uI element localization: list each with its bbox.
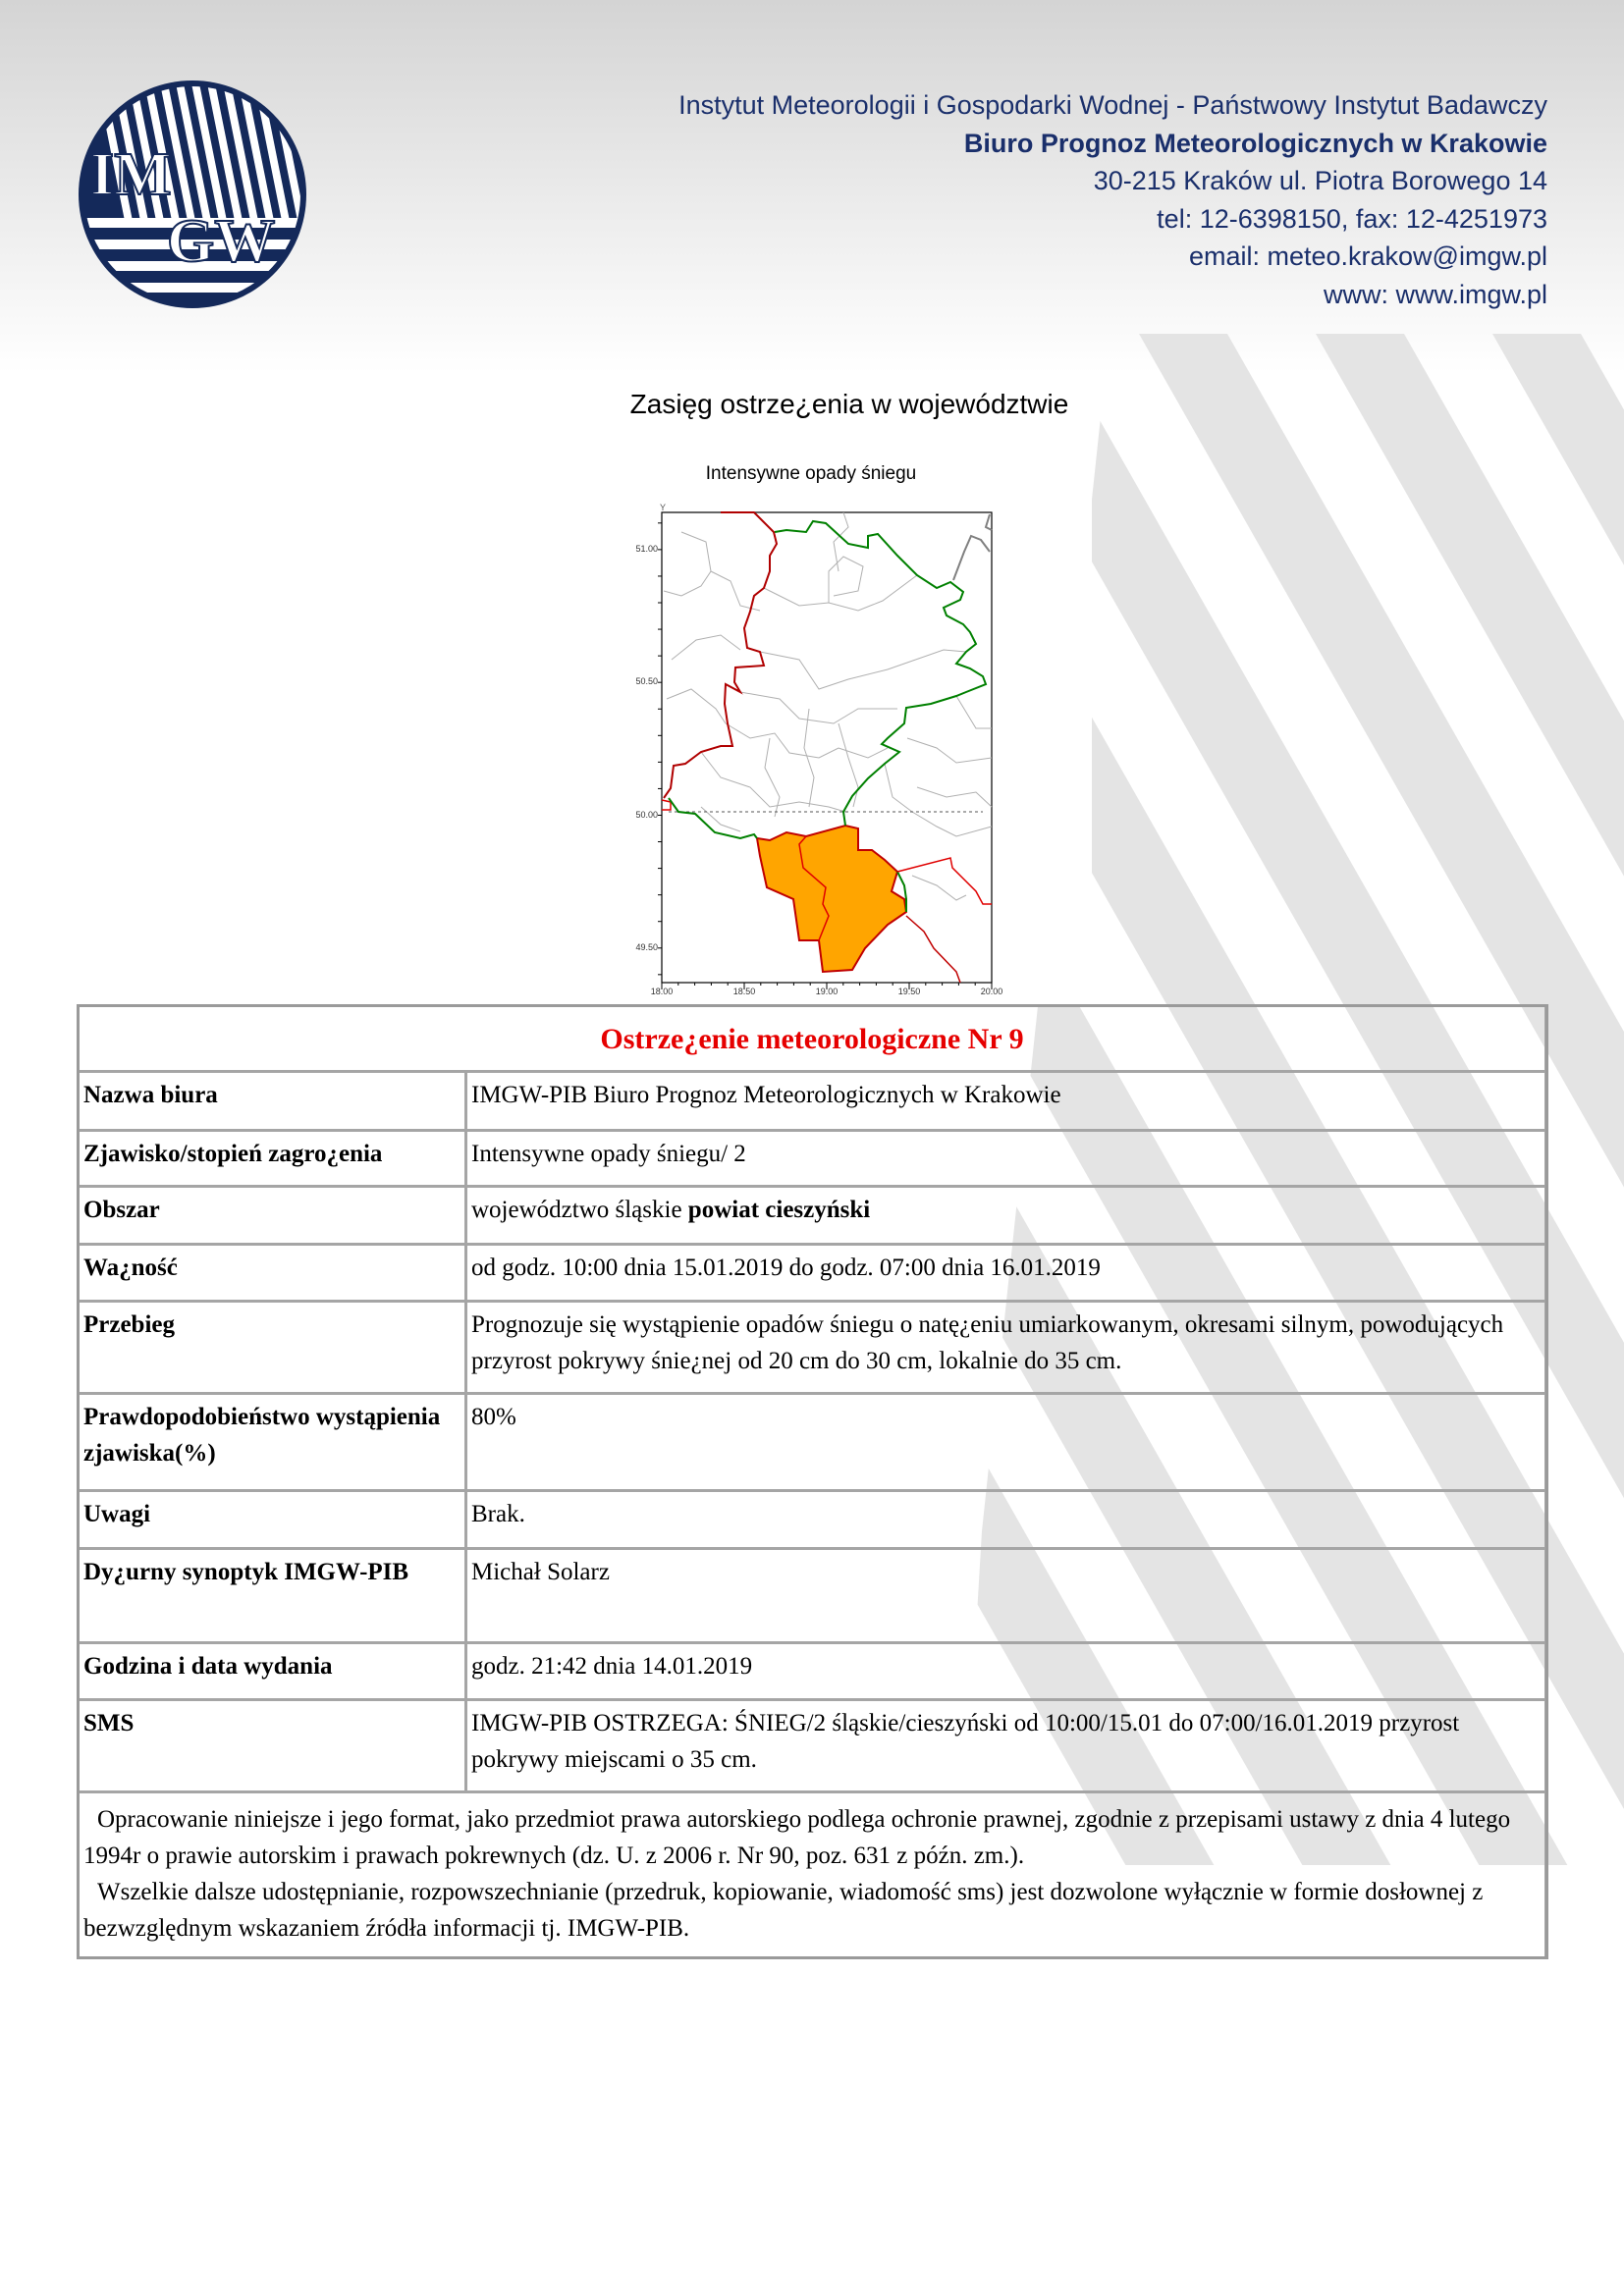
row-value: Prognozuje się wystąpienie opadów śniegu o natę¿eniu umiarkowanym, okresami silnym, powodujących przyrost pokrywy śnie¿nej od 20 cm do 30 cm, lokalnie do 35 cm. [467, 1300, 1545, 1392]
institute-name: Instytut Meteorologii i Gospodarki Wodnej - Państwowy Instytut Badawczy [678, 90, 1547, 120]
row-label: Obszar [80, 1185, 467, 1243]
institute-header [678, 86, 1547, 313]
y-tick-label: 50.50 [635, 676, 658, 686]
row-value: IMGW-PIB OSTRZEGA: ŚNIEG/2 śląskie/cieszyński od 10:00/15.01 do 07:00/16.01.2019 przyrost pokrywy miejscami o 35 cm. [467, 1698, 1545, 1790]
row-value: od godz. 10:00 dnia 15.01.2019 do godz. 07:00 dnia 16.01.2019 [467, 1243, 1545, 1300]
y-axis-label: Y [660, 503, 667, 512]
area-voivodeship: województwo śląskie [471, 1197, 688, 1223]
logo-wave [77, 283, 308, 293]
warning-table [77, 1004, 1548, 1959]
row-label: Prawdopodobieństwo wystąpienia zjawiska(%) [80, 1392, 467, 1489]
warning-map [609, 499, 1021, 1004]
y-tick-label: 51.00 [635, 544, 658, 554]
row-label: Zjawisko/stopień zagro¿enia [80, 1129, 467, 1185]
address: 30-215 Kraków ul. Piotra Borowego 14 [1093, 166, 1547, 195]
row-label: Przebieg [80, 1300, 467, 1392]
x-tick-label: 18.50 [732, 987, 756, 996]
redistribution-paragraph: Wszelkie dalsze udostępnianie, rozpowszechnianie (przedruk, kopiowanie, wiadomość sms) jest dozwolone wyłącznie w formie dosłownej z bezwzględnym wskazaniem źródła informacji tj. IMGW-PIB. [83, 1879, 1484, 1942]
section-title: Zasięg ostrze¿enia w województwie [629, 389, 1069, 419]
row-label: SMS [80, 1698, 467, 1790]
y-tick-label: 50.00 [635, 810, 658, 820]
warning-title: Ostrze¿enie meteorologiczne Nr 9 [80, 1007, 1545, 1070]
y-tick-label: 49.50 [635, 942, 658, 952]
row-value: godz. 21:42 dnia 14.01.2019 [467, 1641, 1545, 1698]
map-title: Intensywne opady śniegu [705, 463, 917, 484]
svg-text:IM: IM [90, 141, 172, 208]
row-value: Brak. [467, 1489, 1545, 1547]
row-value: Michał Solarz [467, 1547, 1545, 1641]
copyright-paragraph: Opracowanie niniejsze i jego format, jako przedmiot prawa autorskiego podlega ochronie prawnej, zgodnie z przepisami ustawy z dnia 4 lutego 1994r o prawie autorskim i prawach pokrewnych (dz. U. z 2006 r. Nr 90, poz. 631 z późn. zm.). [83, 1806, 1511, 1869]
svg-text:GW: GW [167, 208, 276, 275]
row-value: 80% [467, 1392, 1545, 1489]
area-county: powiat cieszyński [687, 1197, 871, 1223]
row-value: IMGW-PIB Biuro Prognoz Meteorologicznych w Krakowie [467, 1070, 1545, 1129]
row-label: Godzina i data wydania [80, 1641, 467, 1698]
row-label: Dy¿urny synoptyk IMGW-PIB [80, 1547, 467, 1641]
row-value: Intensywne opady śniegu/ 2 [467, 1129, 1545, 1185]
row-label: Wa¿ność [80, 1243, 467, 1300]
imgw-logo [77, 79, 308, 310]
row-label: Uwagi [80, 1489, 467, 1547]
row-value [467, 1185, 1545, 1243]
copyright-notice [80, 1790, 1545, 1956]
x-tick-label: 18.00 [650, 987, 674, 996]
x-tick-label: 19.00 [815, 987, 839, 996]
x-tick-label: 19.50 [897, 987, 921, 996]
row-label: Nazwa biura [80, 1070, 467, 1129]
office-name: Biuro Prognoz Meteorologicznych w Krakowie [963, 128, 1547, 158]
website-link[interactable]: www: www.imgw.pl [1323, 279, 1547, 309]
phone: tel: 12-6398150, fax: 12-4251973 [1157, 203, 1547, 234]
x-tick-label: 20.00 [980, 987, 1003, 996]
email-link[interactable]: email: meteo.krakow@imgw.pl [1188, 241, 1547, 271]
